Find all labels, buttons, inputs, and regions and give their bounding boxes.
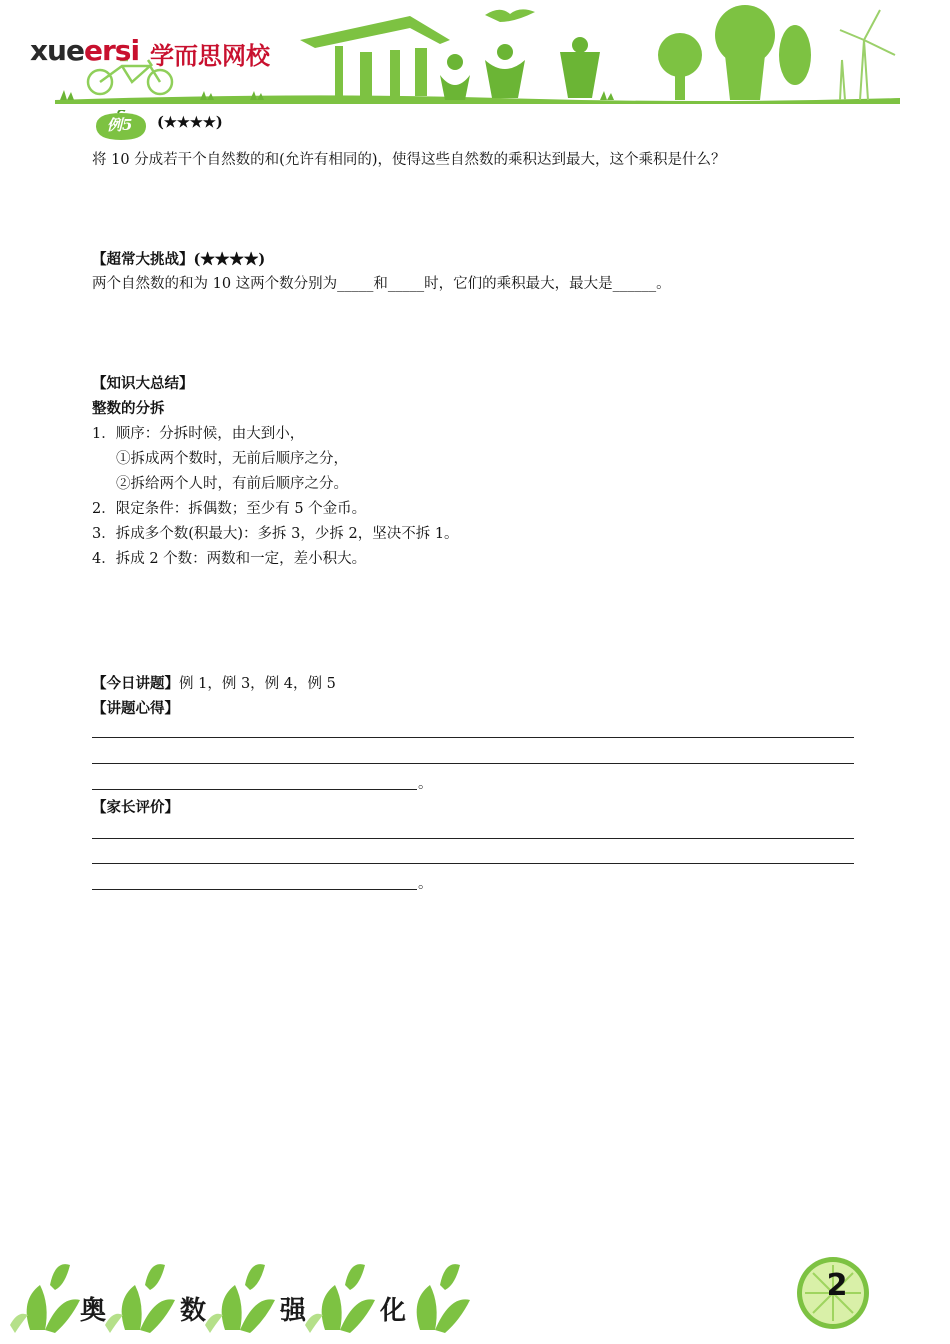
notes-line-2[interactable] <box>92 763 854 764</box>
windmill-icon <box>840 10 895 100</box>
header-scenery <box>0 0 950 110</box>
notes-label: 【讲题心得】 <box>92 700 179 717</box>
today-value: 例 1，例 3，例 4，例 5 <box>179 676 336 692</box>
bird-icon <box>485 9 535 22</box>
people-icon <box>440 37 600 100</box>
parents-line-3[interactable] <box>92 889 417 890</box>
parents-line-2[interactable] <box>92 863 854 864</box>
example-badge-label: 例5 <box>107 116 133 134</box>
tree-icon <box>658 5 811 100</box>
today-label: 【今日讲题】 <box>92 675 179 692</box>
parents-label: 【家长评价】 <box>92 799 179 816</box>
challenge-title: 【超常大挑战】(★★★★) <box>92 251 266 268</box>
challenge-question: 两个自然数的和为 10 这两个数分别为_____和_____时，它们的乘积最大，最大是______。 <box>92 276 671 292</box>
header-banner <box>0 0 950 110</box>
page-number: 2 <box>826 1268 848 1303</box>
summary-line-2: 2．限定条件：拆偶数；至少有 5 个金币。 <box>92 501 367 517</box>
logo-chinese: 学而思网校 <box>150 42 270 70</box>
summary-line-1b: ②拆给两个人时，有前后顺序之分。 <box>116 476 348 492</box>
footer-word-2: 数 <box>180 1296 207 1326</box>
notes-line-1[interactable] <box>92 737 854 738</box>
today-problems <box>92 674 336 694</box>
notes-line-3[interactable] <box>92 789 417 790</box>
summary-line-4: 4．拆成 2 个数：两数和一定，差小积大。 <box>92 551 367 567</box>
summary-title: 【知识大总结】 <box>92 375 194 392</box>
parents-end: 。 <box>418 876 433 892</box>
notes-end: 。 <box>418 776 433 792</box>
summary-subtitle: 整数的分拆 <box>92 400 165 417</box>
parents-line-1[interactable] <box>92 838 854 839</box>
house-icon <box>300 16 450 98</box>
summary-line-1a: ①拆成两个数时，无前后顺序之分， <box>116 451 348 467</box>
example-stars: (★★★★) <box>157 114 223 131</box>
footer-word-3: 强 <box>280 1296 307 1326</box>
example-question: 将 10 分成若干个自然数的和(允许有相同的)，使得这些自然数的乘积达到最大，这个乘积是什么？ <box>92 152 726 168</box>
footer-word-4: 化 <box>380 1296 407 1326</box>
footer-word-1: 奥 <box>80 1296 107 1326</box>
logo-latin: xueersi <box>30 34 140 67</box>
summary-line-1: 1．顺序：分拆时候，由大到小， <box>92 426 305 442</box>
summary-line-3: 3．拆成多个数(积最大)：多拆 3，少拆 2，坚决不拆 1。 <box>92 526 459 542</box>
